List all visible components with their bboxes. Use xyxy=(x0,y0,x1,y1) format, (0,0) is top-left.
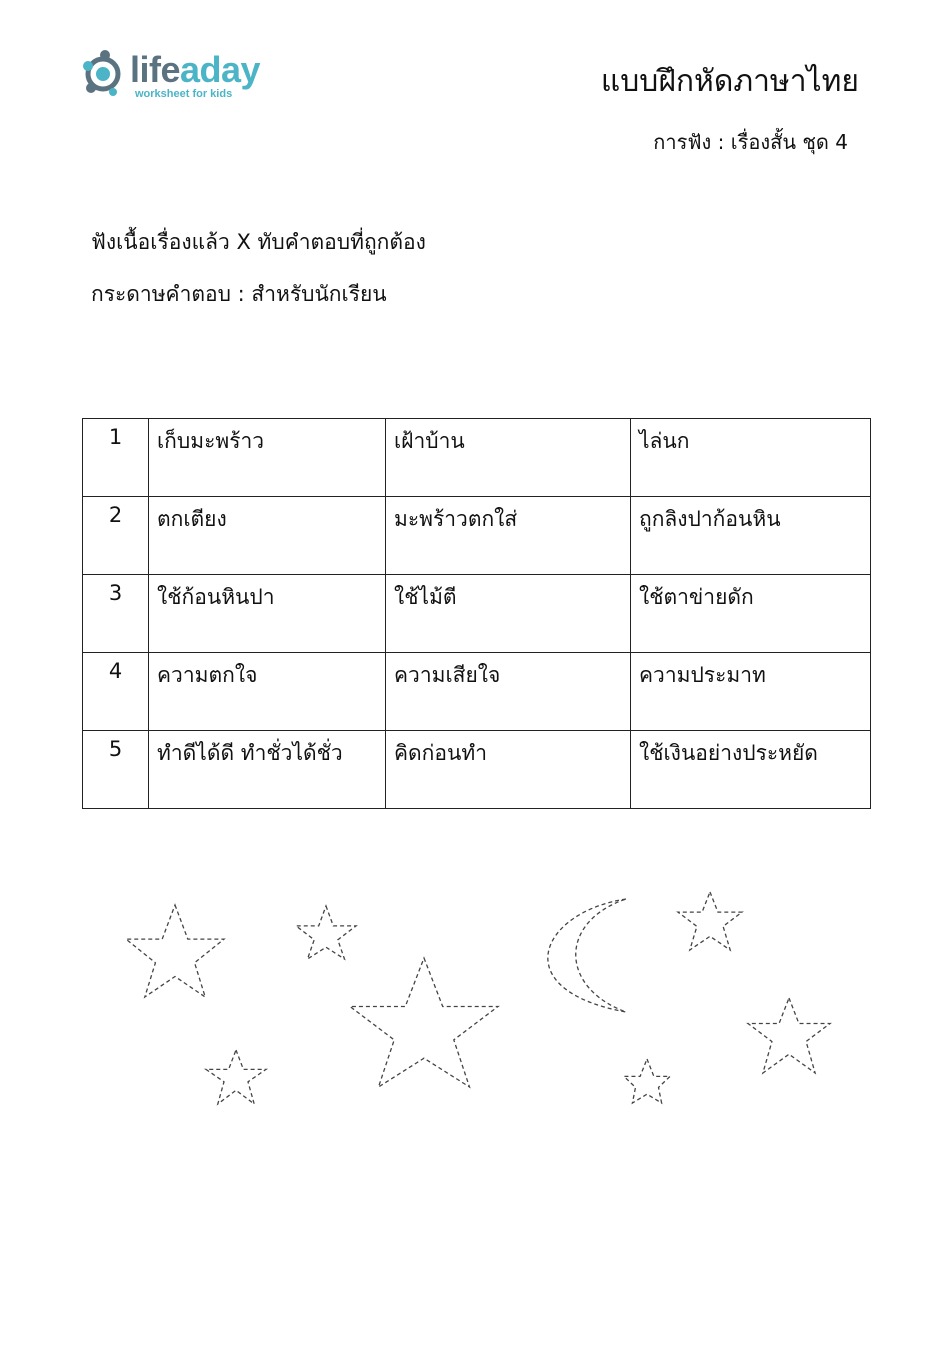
answer-sheet-label: กระดาษคำตอบ : สำหรับนักเรียน xyxy=(91,282,387,306)
answer-table xyxy=(82,418,871,809)
answer-choice[interactable]: ความเสียใจ xyxy=(386,653,631,731)
answer-choice[interactable]: ใช้ไม้ตี xyxy=(386,575,631,653)
logo-wordmark: lifeaday xyxy=(130,49,261,90)
star-icon xyxy=(678,892,742,950)
question-number: 2 xyxy=(83,497,149,575)
question-number: 1 xyxy=(83,419,149,497)
answer-choice[interactable]: ความประมาท xyxy=(631,653,871,731)
table-row xyxy=(83,419,871,497)
lifeaday-logo xyxy=(80,48,280,104)
question-number: 3 xyxy=(83,575,149,653)
star-icon xyxy=(350,958,498,1087)
star-icon xyxy=(126,905,224,997)
molecule-logo-icon xyxy=(80,48,130,100)
worksheet-title: แบบฝึกหัดภาษาไทย xyxy=(600,64,859,99)
star-icon xyxy=(624,1059,670,1103)
answer-choice[interactable]: ไล่นก xyxy=(631,419,871,497)
answer-choice[interactable]: ความตกใจ xyxy=(149,653,386,731)
question-number: 5 xyxy=(83,731,149,809)
star-icon xyxy=(296,906,356,959)
answer-choice[interactable]: ใช้ก้อนหินปา xyxy=(149,575,386,653)
answer-choice[interactable]: ถูกลิงปาก้อนหิน xyxy=(631,497,871,575)
table-row xyxy=(83,575,871,653)
answer-choice[interactable]: ใช้เงินอย่างประหยัด xyxy=(631,731,871,809)
tracing-shapes xyxy=(0,870,951,1130)
star-icon xyxy=(206,1050,266,1104)
answer-choice[interactable]: มะพร้าวตกใส่ xyxy=(386,497,631,575)
answer-choice[interactable]: ตกเตียง xyxy=(149,497,386,575)
table-row xyxy=(83,497,871,575)
answer-choice[interactable]: ทำดีได้ดี ทำชั่วได้ชั่ว xyxy=(149,731,386,809)
crescent-moon-icon xyxy=(548,899,626,1012)
answer-choice[interactable]: เก็บมะพร้าว xyxy=(149,419,386,497)
worksheet-subtitle: การฟัง : เรื่องสั้น ชุด 4 xyxy=(653,130,848,154)
table-row xyxy=(83,653,871,731)
question-number: 4 xyxy=(83,653,149,731)
table-row xyxy=(83,731,871,809)
answer-choice[interactable]: เฝ้าบ้าน xyxy=(386,419,631,497)
logo-tagline: worksheet for kids xyxy=(135,88,233,100)
instruction-text: ฟังเนื้อเรื่องแล้ว X ทับคำตอบที่ถูกต้อง xyxy=(91,230,426,254)
answer-choice[interactable]: ใช้ตาข่ายดัก xyxy=(631,575,871,653)
star-icon xyxy=(748,998,830,1073)
answer-choice[interactable]: คิดก่อนทำ xyxy=(386,731,631,809)
